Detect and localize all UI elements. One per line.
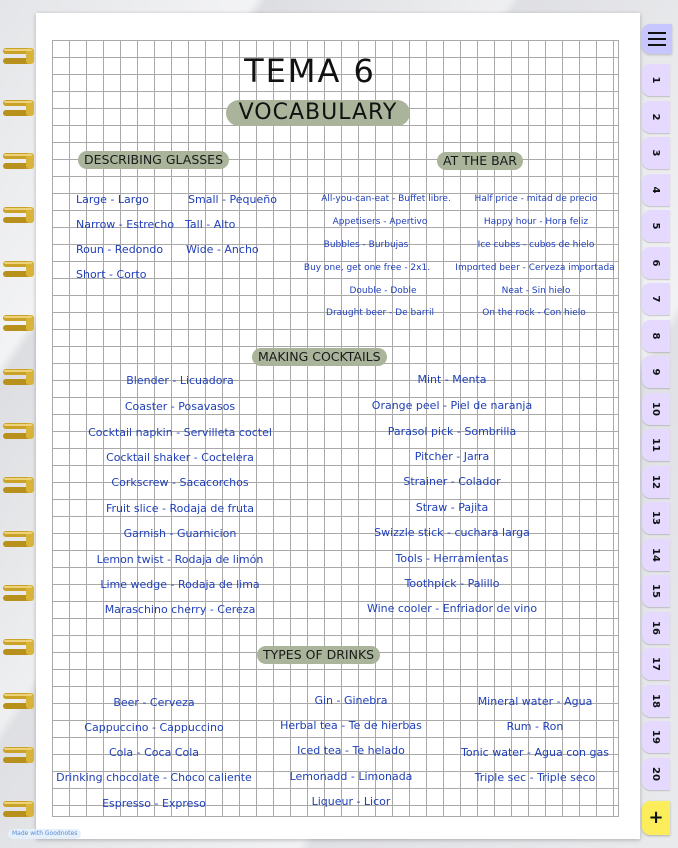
tab-7[interactable]: [642, 283, 670, 315]
spiral-ring: [2, 798, 35, 820]
tab-15[interactable]: [642, 575, 670, 607]
tab-label: 11: [650, 438, 662, 452]
spiral-ring: [2, 528, 35, 550]
tab-1[interactable]: [642, 64, 670, 96]
list-item: Short - Corto: [76, 268, 147, 281]
spiral-ring: [2, 690, 35, 712]
tab-17[interactable]: [642, 648, 670, 680]
list-item: Iced tea - Te helado: [297, 744, 405, 757]
heading-at-the-bar: AT THE BAR: [437, 152, 523, 170]
tab-label: 20: [650, 766, 662, 781]
list-item: Half price - mitad de precio: [474, 194, 598, 204]
tab-9[interactable]: [642, 356, 670, 388]
list-item: On the rock - Con hielo: [482, 308, 586, 318]
add-page-button[interactable]: +: [642, 801, 670, 835]
list-item: Ice cubes - cubos de hielo: [477, 240, 595, 250]
list-item: Cola - Coca Cola: [108, 746, 200, 759]
list-item: Beer - Cerveza: [113, 696, 195, 709]
list-item: Corkscrew - Sacacorchos: [111, 476, 249, 489]
tab-label: 7: [650, 295, 662, 303]
tab-3[interactable]: [642, 137, 670, 169]
list-item: Small - Pequeño: [188, 193, 277, 206]
list-item: Lemon twist - Rodaja de limón: [96, 553, 264, 566]
list-item: Toothpick - Palillo: [404, 577, 500, 590]
tab-label: 12: [650, 474, 662, 489]
tab-10[interactable]: [642, 393, 670, 425]
list-item: Mineral water - Agua: [477, 695, 593, 708]
tab-label: 10: [650, 401, 662, 416]
spiral-ring: [2, 45, 35, 67]
spiral-ring: [2, 474, 35, 496]
tab-2[interactable]: [642, 101, 670, 133]
list-item: Lemonadd - Limonada: [289, 770, 413, 783]
list-item: Tools - Herramientas: [395, 552, 509, 565]
tab-5[interactable]: [642, 210, 670, 242]
tab-label: 5: [650, 222, 662, 230]
list-item: Triple sec - Triple seco: [474, 771, 596, 784]
tab-13[interactable]: [642, 502, 670, 534]
list-item: All-you-can-eat - Buffet libre.: [321, 194, 451, 204]
spiral-ring: [2, 636, 35, 658]
list-item: Mint - Menta: [417, 373, 487, 386]
tab-label: 8: [650, 332, 662, 339]
list-item: Large - Largo: [76, 193, 149, 206]
tab-label: 4: [650, 186, 662, 193]
spiral-ring: [2, 312, 35, 334]
tab-label: 9: [650, 368, 662, 376]
list-item: Imported beer - Cerveza importada: [455, 263, 615, 273]
heading-making-cocktails: MAKING COCKTAILS: [252, 348, 387, 366]
tab-label: 13: [650, 511, 662, 525]
list-item: Coaster - Posavasos: [124, 400, 236, 413]
list-item: Cocktail napkin - Servilleta coctel: [88, 426, 272, 439]
list-item: Tall - Alto: [185, 218, 236, 231]
list-item: Drinking chocolate - Choco caliente: [56, 771, 252, 784]
list-item: Tonic water - Agua con gas: [461, 746, 609, 759]
spiral-ring: [2, 582, 35, 604]
page-title: TEMA 6: [244, 52, 376, 90]
spiral-ring: [2, 420, 35, 442]
list-item: Roun - Redondo: [76, 243, 164, 256]
tab-12[interactable]: [642, 466, 670, 498]
list-item: Pitcher - Jarra: [414, 450, 490, 463]
list-item: Rum - Ron: [506, 720, 564, 733]
list-item: Orange peel - Piel de naranja: [371, 399, 533, 412]
list-item: Parasol pick - Sombrilla: [387, 425, 517, 438]
list-item: Wide - Ancho: [186, 243, 259, 256]
tab-label: 19: [650, 730, 662, 744]
tab-label: 17: [650, 657, 662, 671]
list-item: Neat - Sin hielo: [501, 286, 571, 296]
list-item: Herbal tea - Te de hierbas: [280, 719, 422, 732]
list-item: Narrow - Estrecho: [76, 218, 175, 231]
page-subtitle: VOCABULARY: [226, 100, 410, 126]
tab-11[interactable]: [642, 429, 670, 461]
list-item: Garnish - Guarnicion: [123, 527, 237, 540]
tab-label: 3: [650, 149, 662, 157]
list-item: Swizzle stick - cuchara larga: [374, 526, 530, 539]
list-item: Cocktail shaker - Coctelera: [106, 451, 254, 464]
tab-20[interactable]: [642, 758, 670, 790]
list-item: Strainer - Colador: [403, 475, 501, 488]
spiral-ring: [2, 150, 35, 172]
list-item: Espresso - Expreso: [102, 797, 206, 810]
tab-label: 16: [650, 620, 662, 635]
tab-label: 15: [650, 584, 662, 598]
tab-label: 2: [650, 113, 662, 120]
list-item: Cappuccino - Cappuccino: [84, 721, 224, 734]
tab-18[interactable]: [642, 685, 670, 717]
tab-6[interactable]: [642, 247, 670, 279]
spiral-ring: [2, 744, 35, 766]
list-item: Bubbles - Burbujas: [323, 240, 409, 250]
list-item: Straw - Pajita: [415, 501, 489, 514]
tab-19[interactable]: [642, 721, 670, 753]
list-item: Blender - Licuadora: [126, 374, 234, 387]
list-item: Buy one, get one free - 2x1.: [303, 263, 431, 273]
tab-4[interactable]: [642, 174, 670, 206]
list-item: Fruit slice - Rodaja de fruta: [105, 502, 255, 515]
list-item: Liqueur - Licor: [311, 795, 391, 808]
list-item: Gin - Ginebra: [314, 694, 388, 707]
heading-describing-glasses: DESCRIBING GLASSES: [78, 151, 229, 169]
tab-16[interactable]: [642, 612, 670, 644]
spiral-ring: [2, 97, 35, 119]
spiral-ring: [2, 366, 35, 388]
list-item: Appetisers - Apertivo: [332, 217, 428, 227]
tab-label: 1: [650, 76, 662, 84]
list-item: Wine cooler - Enfriador de vino: [366, 602, 538, 615]
list-item: Happy hour - Hora feliz: [483, 217, 589, 227]
heading-types-of-drinks: TYPES OF DRINKS: [257, 646, 380, 664]
spiral-ring: [2, 258, 35, 280]
list-item: Double - Doble: [349, 286, 417, 296]
tab-label: 6: [650, 259, 662, 266]
hamburger-menu-icon[interactable]: [642, 24, 672, 54]
list-item: Maraschino cherry - Cereza: [104, 603, 256, 616]
list-item: Lime wedge - Rodaja de lima: [100, 578, 260, 591]
list-item: Draught beer - De barril: [326, 308, 434, 318]
tab-label: 14: [650, 547, 662, 562]
tab-label: 18: [650, 693, 662, 708]
tab-14[interactable]: [642, 539, 670, 571]
spiral-ring: [2, 204, 35, 226]
goodnotes-badge: Made with Goodnotes: [8, 829, 81, 839]
tab-8[interactable]: [642, 320, 670, 352]
